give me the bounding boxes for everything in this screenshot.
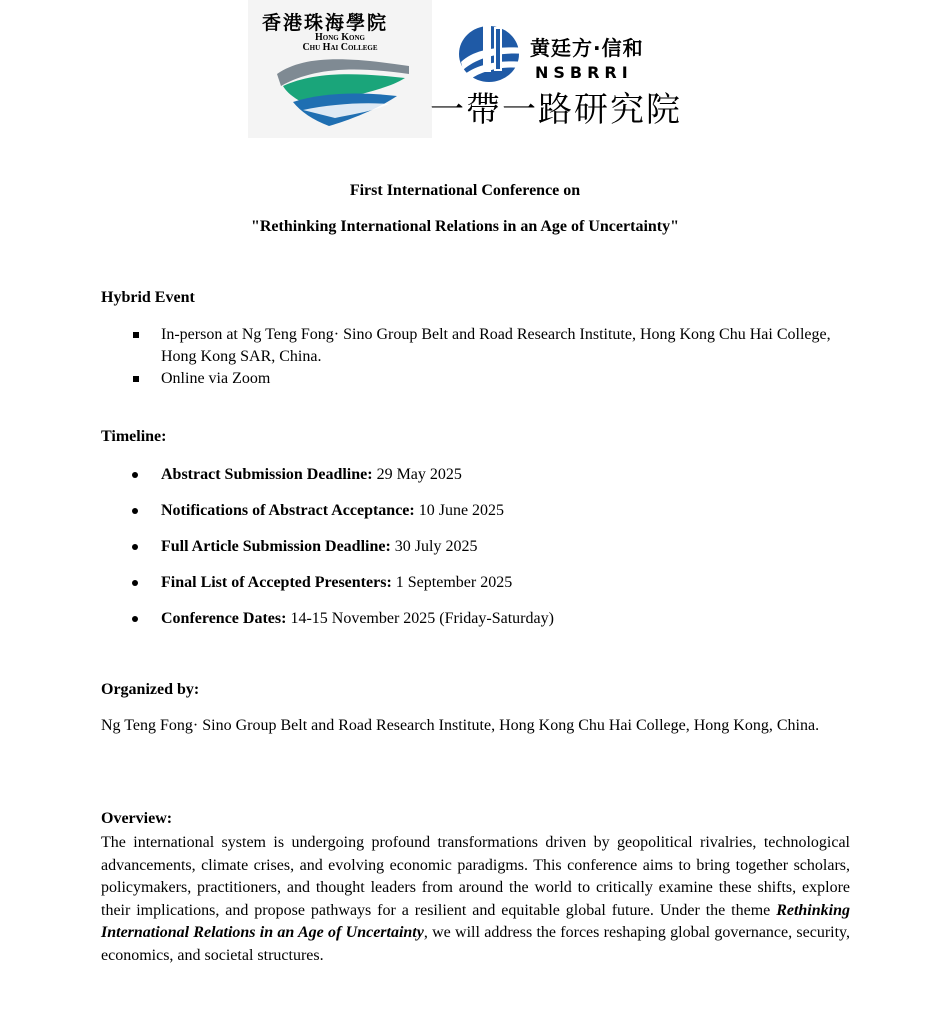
nsbrri-chinese-name: 黄廷方·信和 bbox=[530, 36, 644, 60]
round-bullet-icon bbox=[132, 580, 138, 586]
timeline-label: Conference Dates: bbox=[161, 610, 287, 627]
round-bullet-icon bbox=[132, 544, 138, 550]
hybrid-item-text: In-person at Ng Teng Fong· Sino Group Belt and Road Research Institute, Hong Kong Chu Hai College, Hong Kong SAR, China. bbox=[161, 326, 831, 365]
timeline-label: Abstract Submission Deadline: bbox=[161, 466, 373, 483]
hybrid-item-text: Online via Zoom bbox=[161, 370, 271, 387]
list-item bbox=[101, 368, 841, 390]
square-bullet-icon bbox=[133, 376, 139, 382]
organized-by-heading: Organized by: bbox=[101, 681, 200, 698]
chu-hai-wave-emblem-icon bbox=[273, 52, 413, 130]
nsbrri-emblem-icon bbox=[455, 18, 527, 88]
overview-text-after: , we will address the forces reshaping global governance, security, economics, and societal structures. bbox=[101, 924, 851, 964]
conference-title-line1: First International Conference on bbox=[349, 182, 581, 199]
timeline-value: 14-15 November 2025 (Friday-Saturday) bbox=[286, 610, 554, 627]
timeline-heading: Timeline: bbox=[101, 428, 167, 445]
overview-theme: Rethinking International Relations in an Age of Uncertainty bbox=[101, 901, 850, 942]
chu-hai-english-line2: Chu Hai College bbox=[302, 42, 378, 53]
nsbrri-acronym: NSBRRI bbox=[535, 63, 633, 82]
chu-hai-college-logo bbox=[248, 0, 432, 138]
overview-paragraph bbox=[101, 832, 850, 968]
round-bullet-icon bbox=[132, 472, 138, 478]
overview-text-before: The international system is undergoing profound transformations driven by geopolitical rivalries, technological advancements, climate crises, and evolving economic paradigms. This conference aims to bring together scholars, policymakers, practitioners, and thought leaders from around the world to critically examine these shifts, explore their implications, and propose pathways for a resilient and equitable global future. Under the theme bbox=[101, 834, 850, 919]
organizer-text: Ng Teng Fong· Sino Group Belt and Road Research Institute, Hong Kong Chu Hai College, Hong Kong, China. bbox=[101, 717, 820, 734]
list-item bbox=[101, 608, 554, 644]
timeline-value: 29 May 2025 bbox=[372, 466, 462, 483]
list-item bbox=[101, 536, 554, 572]
timeline-label: Full Article Submission Deadline: bbox=[161, 538, 391, 555]
header-logos bbox=[0, 0, 930, 150]
hybrid-event-list bbox=[101, 324, 841, 390]
timeline-label: Notifications of Abstract Acceptance: bbox=[161, 502, 415, 519]
round-bullet-icon bbox=[132, 508, 138, 514]
list-item bbox=[101, 464, 554, 500]
list-item bbox=[101, 324, 841, 368]
timeline-value: 10 June 2025 bbox=[414, 502, 505, 519]
chu-hai-english-line1: Hong Kong bbox=[315, 32, 365, 43]
list-item bbox=[101, 500, 554, 536]
hybrid-event-heading: Hybrid Event bbox=[101, 289, 195, 306]
conference-title-line2: "Rethinking International Relations in an Age of Uncertainty" bbox=[250, 218, 679, 235]
timeline-label: Final List of Accepted Presenters: bbox=[161, 574, 392, 591]
timeline-value: 1 September 2025 bbox=[391, 574, 513, 591]
square-bullet-icon bbox=[133, 332, 139, 338]
round-bullet-icon bbox=[132, 616, 138, 622]
belt-road-institute-chinese-name: 一帶一路研究院 bbox=[430, 90, 682, 130]
timeline-value: 30 July 2025 bbox=[390, 538, 478, 555]
list-item bbox=[101, 572, 554, 608]
chu-hai-chinese-name: 香港珠海學院 bbox=[262, 12, 389, 34]
overview-heading: Overview: bbox=[101, 810, 173, 827]
timeline-list bbox=[101, 464, 554, 644]
